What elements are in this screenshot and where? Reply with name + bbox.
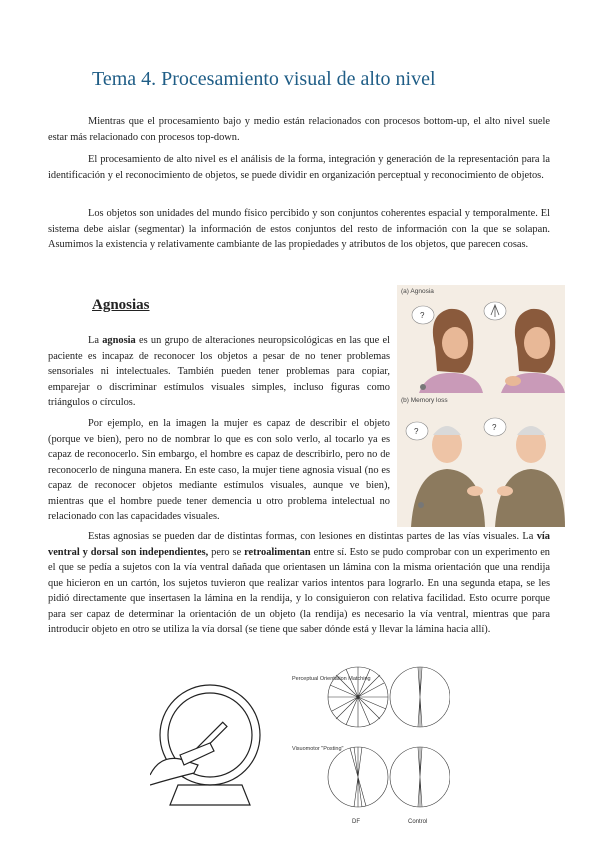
agnosia-paragraph-3 xyxy=(48,529,550,638)
agnosia-paragraph-1 xyxy=(48,333,390,411)
term-agnosia: agnosia xyxy=(102,335,136,346)
intro-paragraph-1: Mientras que el procesamiento bajo y medio están relacionados con procesos bottom-up, el alto nivel suele estar más relacionado con procesos top-down. xyxy=(48,116,550,143)
figure-label-memory-loss: (b) Memory loss xyxy=(401,397,448,404)
page-title: Tema 4. Procesamiento visual de alto nivel xyxy=(92,68,436,90)
column-label-control: Control xyxy=(408,819,428,825)
figure-label-agnosia: (a) Agnosia xyxy=(401,288,434,295)
control-posting-plot xyxy=(390,747,450,807)
text-run: Estas agnosias se pueden dar de distintas formas, con lesiones en distintas partes de las vías visuales. La xyxy=(88,531,537,542)
question-mark: ? xyxy=(492,423,497,432)
text-run: pero se xyxy=(208,546,245,558)
df-matching-plot xyxy=(328,667,388,727)
man-figure-left xyxy=(411,426,485,527)
term-ventral-dorsal: vía ventral y dorsal son independientes, xyxy=(48,531,550,558)
column-label-df: DF xyxy=(352,819,360,825)
section-heading-agnosias: Agnosias xyxy=(92,297,150,313)
text-run: es un grupo de alteraciones neuropsicológicas en las que el paciente es incapaz de reconocer los objetos a pesar de no tener problemas sensoriales ni intelectuales. También pueden tener problemas para copiar, emparejar o discriminar estímulos visuales simples, incluso figuras como triángulos o círculos. xyxy=(48,335,390,408)
agnosia-paragraph-2: Por ejemplo, en la imagen la mujer es capaz de describir el objeto (porque ve bien), pero no de nombrar lo que es con solo verlo, al tocarlo ya es capaz de reconocerlo. Sin embargo, el hombre es capaz de describirlo, pero no de reconocerlo de ninguna manera. En este caso, la mujer tiene agnosia visual (no es capaz de reconocer objetos mediante estímulos visuales, aunque ve bien), mientras que el hombre puede tener demencia u otro problema intelectual no relacionado con las capacidades visuales. xyxy=(48,418,390,522)
intro-paragraph-3: Los objetos son unidades del mundo físico percibido y son conjuntos coherentes espacial y temporalmente. El sistema debe aislar (segmentar) la información de estos conjuntos del resto de información con la que se solapan. Asumimos la existencia y relativamente cambiante de las propiedades y atributos de los objetos, que parecen cosas. xyxy=(48,208,550,250)
label-visuomotor-posting: Visuomotor "Posting" xyxy=(292,746,344,752)
agnosia-drawing xyxy=(397,285,565,527)
intro-paragraph-2: El procesamiento de alto nivel es el análisis de la forma, integración y generación de la representación para la identificación y el reconocimiento de objetos, se puede dividir en organización perceptual y reconocimiento de objetos. xyxy=(48,154,550,181)
label-perceptual-matching: Perceptual Orientation Matching xyxy=(292,676,371,682)
term-retroalimentan: retroalimentan xyxy=(244,546,311,558)
question-mark: ? xyxy=(420,311,425,320)
experiment-drawing xyxy=(150,655,450,835)
man-figure-right xyxy=(495,426,565,527)
df-posting-plot xyxy=(328,747,388,807)
question-mark: ? xyxy=(414,427,419,436)
experiment-illustration xyxy=(150,655,450,835)
slot-apparatus xyxy=(150,685,260,805)
woman-figure-right xyxy=(501,309,565,393)
text-run: La xyxy=(88,335,103,346)
agnosia-illustration xyxy=(397,285,565,527)
text-run: entre sí. Esto se pudo comprobar con un experimento en el que se pedía a sujetos con la vía ventral dañada que orientasen un lámina con la misma orientación que una rendija que hicieron en un cartón, los sujetos tuvieron que realizar varios intentos para lograrlo. En una segunda etapa, se les pidió directamente que insertasen la lámina en la rendija, y lo consiguieron con relativa facilidad. Esto ocurre porque para ser capaz de determinar la orientación de un objeto (la rendija) es necesario la vía ventral, mientras que para introducir objeto en otro se utiliza la vía dorsal (se tiene que saber dónde está y llevar la lámina hacia allí). xyxy=(48,546,550,635)
control-matching-plot xyxy=(390,667,450,727)
